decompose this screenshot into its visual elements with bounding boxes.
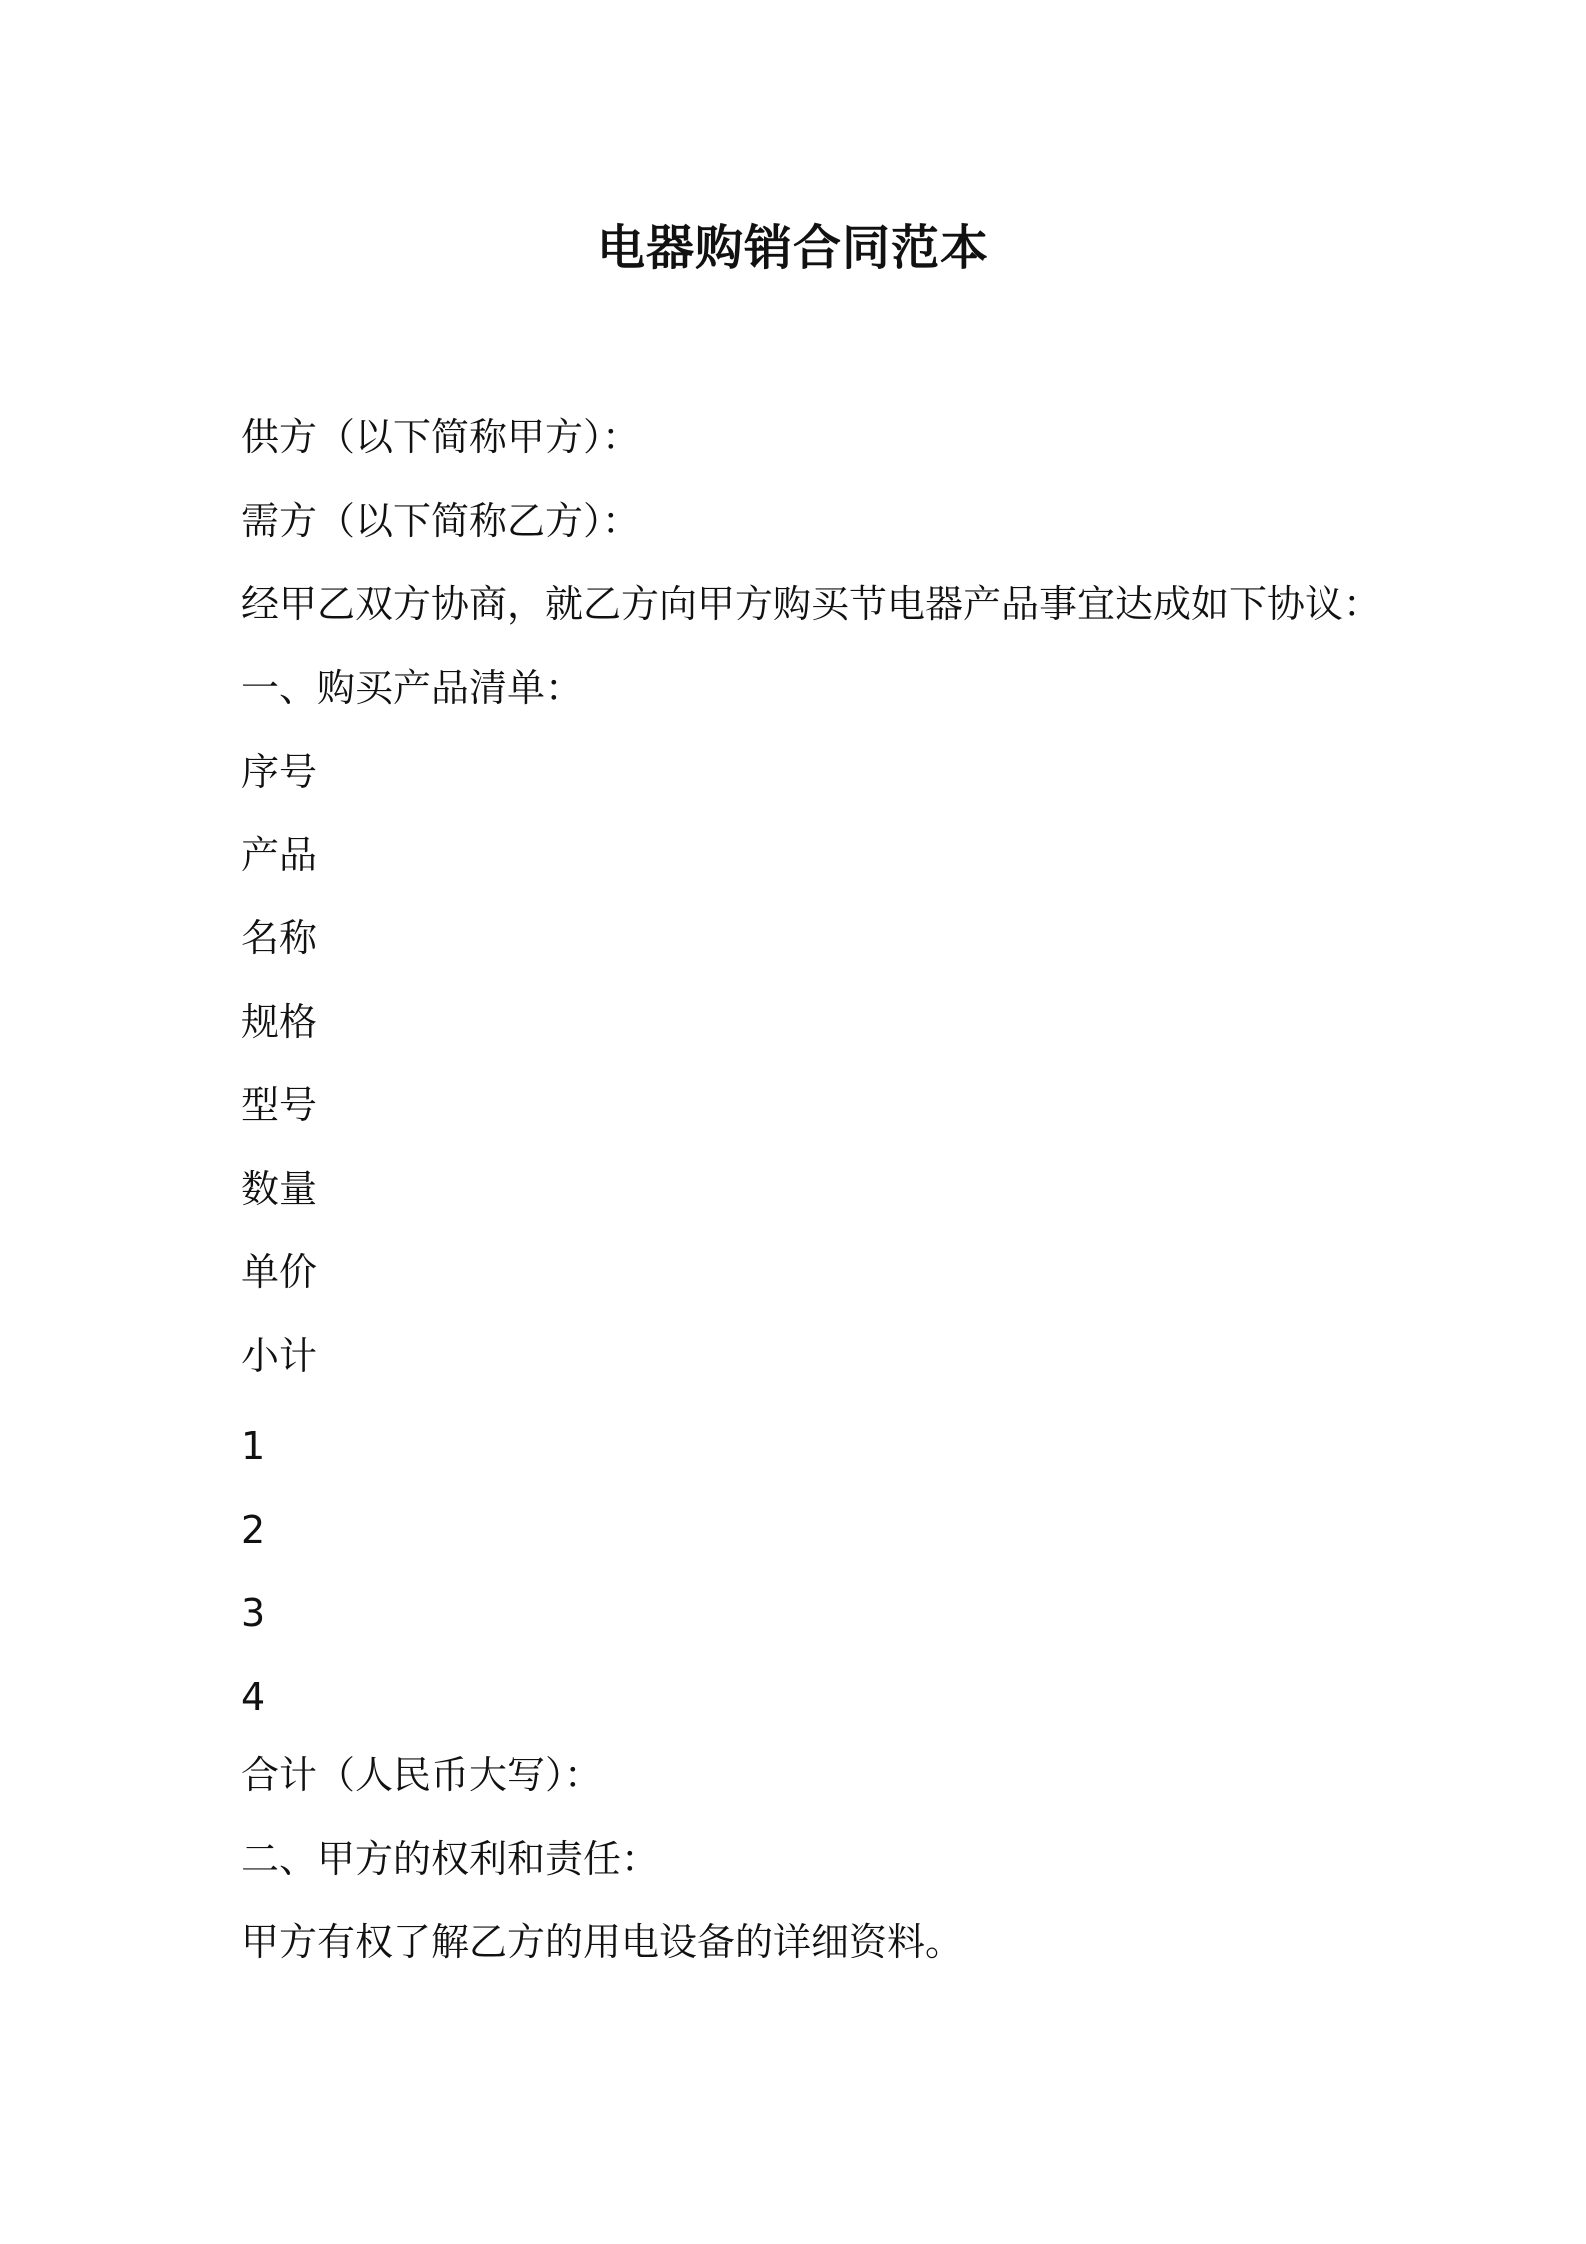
list-header-item: 产品: [241, 833, 318, 877]
section-heading-2: 二、甲方的权利和责任：: [241, 1837, 660, 1881]
total-line: 合计（人民币大写）：: [241, 1753, 603, 1797]
list-header-item: 小计: [241, 1334, 318, 1378]
list-row-number: 4: [241, 1675, 266, 1719]
agreement-intro: 经甲乙双方协商，就乙方向甲方购买节电器产品事宜达成如下协议：: [241, 582, 1382, 626]
list-header-item: 名称: [241, 916, 318, 960]
buyer-line: 需方（以下简称乙方）：: [241, 499, 641, 543]
list-header-item: 单价: [241, 1250, 318, 1294]
list-header-item: 型号: [241, 1083, 318, 1127]
section-heading-1: 一、购买产品清单：: [241, 666, 584, 710]
document-title: 电器购销合同范本: [596, 220, 989, 276]
list-header-item: 规格: [241, 1000, 318, 1044]
list-header-item: 数量: [241, 1167, 318, 1211]
supplier-line: 供方（以下简称甲方）：: [241, 415, 641, 459]
list-row-number: 2: [241, 1508, 266, 1552]
clause-text: 甲方有权了解乙方的用电设备的详细资料。: [241, 1920, 964, 1964]
list-row-number: 1: [241, 1424, 266, 1468]
list-row-number: 3: [241, 1591, 266, 1635]
list-header-item: 序号: [241, 750, 318, 794]
